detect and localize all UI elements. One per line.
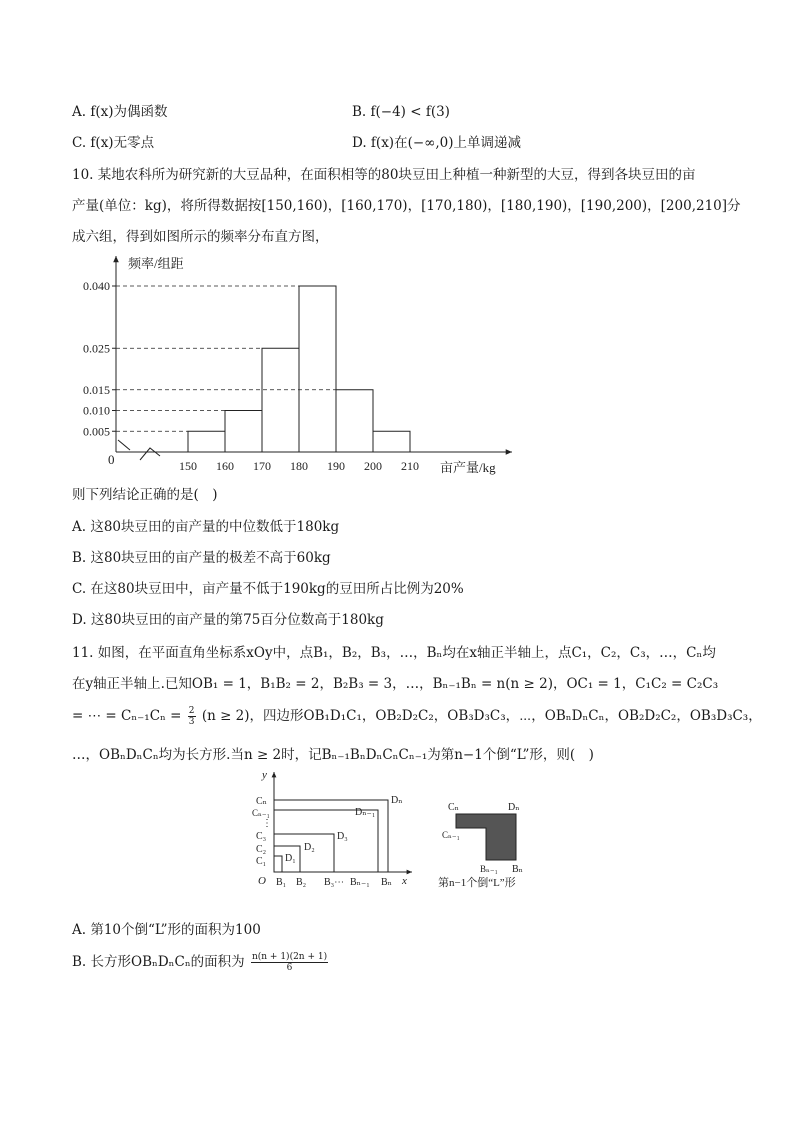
q9-option-b: B. f(−4) < f(3) bbox=[352, 104, 450, 120]
bar-2 bbox=[262, 348, 299, 452]
inverted-l-caption: 第n−1个倒“L”形 bbox=[438, 877, 516, 889]
fig-origin: O bbox=[258, 875, 266, 887]
y-tick-label-3: 0.025 bbox=[83, 341, 110, 356]
label-b1: B₁ bbox=[276, 877, 287, 888]
bar-1 bbox=[225, 411, 262, 453]
q11-option-a: A. 第10个倒“L”形的面积为100 bbox=[72, 922, 261, 938]
label-c3: C₃ bbox=[256, 831, 267, 842]
bar-5 bbox=[373, 431, 410, 452]
q11-option-b-prefix: B. 长方形OBₙDₙCₙ的面积为 bbox=[72, 954, 245, 970]
fig-x-label: x bbox=[402, 875, 407, 887]
small-label-bn-1: Bₙ₋₁ bbox=[480, 864, 498, 874]
label-d3: D₃ bbox=[337, 831, 348, 842]
inverted-l-shape bbox=[456, 814, 516, 860]
q9-option-c: C. f(x)无零点 bbox=[72, 135, 155, 151]
q11-stem-line1: 11. 如图，在平面直角坐标系xOy中，点B₁，B₂，B₃，…，Bₙ均在x轴正半轴上，点C₁，C₂，C₃，…，Cₙ均 bbox=[72, 645, 716, 661]
y-tick-label-1: 0.010 bbox=[83, 403, 110, 418]
label-dn: Dₙ bbox=[391, 795, 403, 806]
two-thirds-fraction: $\frac{2}{3}$ bbox=[188, 706, 195, 727]
axis-break-x bbox=[140, 448, 160, 460]
label-bn-1: Bₙ₋₁ bbox=[350, 877, 370, 888]
q10-option-c: C. 在这80块豆田中，亩产量不低于190kg的豆田所占比例为20% bbox=[72, 581, 464, 597]
frequency-histogram bbox=[83, 250, 520, 480]
rect-1 bbox=[274, 856, 282, 872]
q9-option-d: D. f(x)在(−∞,0)上单调递减 bbox=[352, 135, 522, 151]
label-vdots: ⋮ bbox=[262, 818, 272, 829]
q10-stem-line1: 10. 某地农科所为研究新的大豆品种，在面积相等的80块豆田上种植一种新型的大豆，得到各块豆田的亩 bbox=[72, 167, 696, 183]
label-d2: D₂ bbox=[304, 842, 315, 853]
label-b3: B₃⋯ bbox=[324, 877, 345, 888]
small-label-cn-1: Cₙ₋₁ bbox=[442, 830, 460, 840]
small-label-bn: Bₙ bbox=[512, 864, 523, 875]
q10-stem-line3: 成六组，得到如图所示的频率分布直方图， bbox=[72, 229, 329, 245]
q10-stem-line2: 产量(单位：kg)，将所得数据按[150,160)，[160,170)，[170,180)，[180,190)，[190,200)，[200,210]分 bbox=[72, 198, 741, 214]
bar-3 bbox=[299, 286, 336, 452]
y-axis-label: 频率/组距 bbox=[128, 256, 184, 271]
origin-label: 0 bbox=[108, 452, 115, 467]
y-tick-label-4: 0.040 bbox=[83, 279, 110, 293]
x-tick-label-6: 210 bbox=[401, 459, 419, 473]
y-tick-label-2: 0.015 bbox=[83, 382, 110, 397]
label-c1: C₁ bbox=[256, 856, 267, 867]
label-d1: D₁ bbox=[285, 853, 296, 864]
q10-question: 则下列结论正确的是( ) bbox=[72, 487, 218, 503]
label-dn-1: Dₙ₋₁ bbox=[355, 807, 376, 818]
bar-4 bbox=[336, 390, 373, 452]
x-tick-label-5: 200 bbox=[364, 459, 382, 473]
label-bn: Bₙ bbox=[381, 877, 392, 888]
rectangles-figure bbox=[240, 766, 420, 890]
area-fraction: $\frac{n(n + 1)(2n + 1)}{6}$ bbox=[251, 952, 328, 973]
q11-line3-suffix: (n ≥ 2)，四边形OB₁D₁C₁，OB₂D₂C₂，OB₃D₃C₃，⋯，OBₙDₙCₙ，OB₂D₂C₂，OB₃D₃C₃， bbox=[201, 708, 762, 724]
inverted-l-figure bbox=[436, 794, 556, 890]
small-label-dn: Dₙ bbox=[508, 802, 520, 813]
bar-0 bbox=[188, 431, 225, 452]
small-label-cn: Cₙ bbox=[448, 802, 459, 813]
x-tick-label-2: 170 bbox=[253, 459, 271, 473]
label-b2: B₂ bbox=[296, 877, 307, 888]
x-tick-label-0: 150 bbox=[179, 459, 197, 473]
axis-break-y bbox=[118, 440, 130, 450]
label-cn: Cₙ bbox=[256, 796, 267, 807]
q11-line3-prefix: = ⋯ = Cₙ₋₁Cₙ = bbox=[72, 708, 182, 724]
q11-stem-line2: 在y轴正半轴上.已知OB₁ = 1，B₁B₂ = 2，B₂B₃ = 3，…，Bₙ₋₁Bₙ = n(n ≥ 2)，OC₁ = 1，C₁C₂ = C₂C₃ bbox=[72, 676, 719, 692]
q11-option-b bbox=[72, 952, 330, 973]
x-tick-label-3: 180 bbox=[290, 459, 308, 473]
label-c2: C₂ bbox=[256, 844, 267, 855]
x-tick-label-1: 160 bbox=[216, 459, 234, 473]
q10-option-a: A. 这80块豆田的亩产量的中位数低于180kg bbox=[72, 519, 340, 535]
q9-option-a: A. f(x)为偶函数 bbox=[72, 104, 168, 120]
y-tick-label-0: 0.005 bbox=[83, 424, 110, 439]
fig-y-label: y bbox=[262, 769, 267, 781]
x-tick-label-4: 190 bbox=[327, 459, 345, 473]
q10-option-d: D. 这80块豆田的亩产量的第75百分位数高于180kg bbox=[72, 612, 384, 628]
rect-3 bbox=[274, 834, 334, 872]
label-cn-1: Cₙ₋₁ bbox=[252, 808, 270, 818]
x-axis-label: 亩产量/kg bbox=[440, 460, 496, 475]
q11-stem-line3 bbox=[72, 706, 762, 727]
q11-stem-line4: …，OBₙDₙCₙ均为长方形.当n ≥ 2时，记Bₙ₋₁BₙDₙCₙCₙ₋₁为第n−1个倒“L”形，则( ) bbox=[72, 747, 594, 763]
q10-option-b: B. 这80块豆田的亩产量的极差不高于60kg bbox=[72, 550, 331, 566]
